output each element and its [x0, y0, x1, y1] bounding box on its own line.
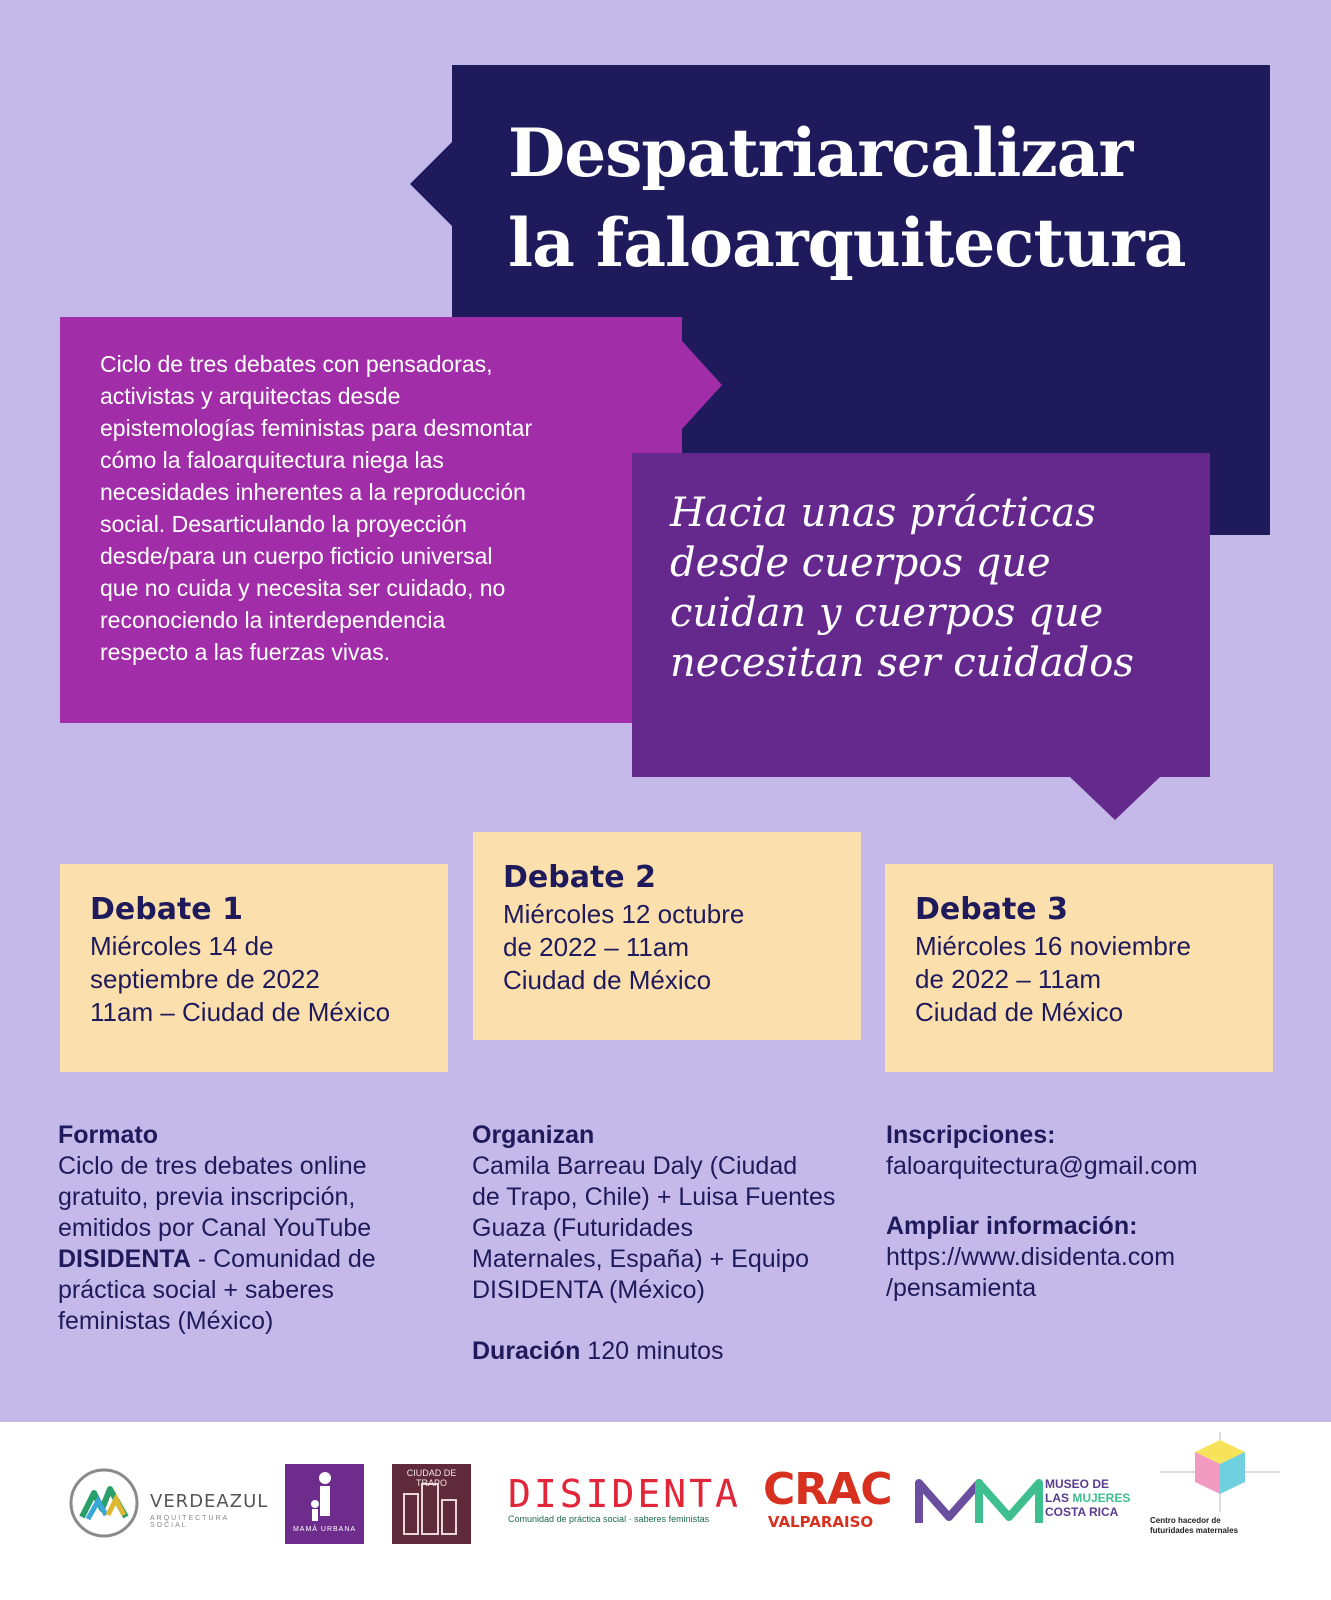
- inscripciones-section: [886, 1120, 1306, 1304]
- description-line: reconociendo la interdependencia: [100, 607, 446, 633]
- description-line: desde/para un cuerpo ficticio universal: [100, 543, 493, 569]
- description-line: epistemologías feministas para desmontar: [100, 415, 533, 441]
- museo-line-2: [1045, 1491, 1130, 1505]
- debate-card-2: [473, 832, 861, 1040]
- futuridades-maternales-logo: [1150, 1432, 1290, 1552]
- debate-date-line: Miércoles 12 octubre: [503, 899, 745, 929]
- formato-heading: Formato: [58, 1121, 158, 1149]
- centro-text: [1150, 1516, 1238, 1536]
- mama-urbana-logo: [285, 1464, 364, 1544]
- formato-line: Ciclo de tres debates online: [58, 1152, 367, 1180]
- verdeazul-icon: [68, 1467, 140, 1539]
- title-bubble-tail: [410, 140, 454, 228]
- debate-date-line: septiembre de 2022: [90, 964, 320, 994]
- description-line: activistas y arquitectas desde: [100, 383, 401, 409]
- museo-line-3: COSTA RICA: [1045, 1505, 1119, 1519]
- debate-title: Debate 3: [915, 892, 1068, 927]
- ciudad-de-trapo-logo: [392, 1464, 471, 1544]
- museo-line-2a: LAS: [1045, 1491, 1073, 1505]
- verdeazul-name: VERDEAZUL: [150, 1491, 269, 1512]
- organizan-line: de Trapo, Chile) + Luisa Fuentes: [472, 1183, 836, 1211]
- formato-line: práctica social + saberes: [58, 1276, 334, 1304]
- crac-name: CRAC: [763, 1464, 892, 1515]
- museo-line-2b: MUJERES: [1072, 1491, 1131, 1505]
- debate-date-line: de 2022 – 11am: [503, 932, 689, 962]
- description-text: [100, 348, 630, 668]
- debate-date-line: Miércoles 16 noviembre: [915, 931, 1192, 961]
- formato-line: [58, 1244, 438, 1275]
- description-line: cómo la faloarquitectura niega las: [100, 447, 444, 473]
- debate-title: Debate 2: [503, 860, 656, 895]
- organizan-line: Maternales, España) + Equipo: [472, 1245, 810, 1273]
- formato-line: emitidos por Canal YouTube: [58, 1214, 372, 1242]
- duracion-line: [472, 1336, 872, 1367]
- website-link[interactable]: [886, 1242, 1306, 1304]
- ciudad-de-trapo-name: CIUDAD DE TRAPO: [406, 1468, 457, 1488]
- quote-line: Hacia unas prácticas: [670, 490, 1096, 536]
- debate-date-line: de 2022 – 11am: [915, 964, 1101, 994]
- museo-line-1: MUSEO DE: [1045, 1477, 1110, 1491]
- mama-urbana-name: MAMÁ URBANA: [292, 1526, 357, 1533]
- debate-date-line: Miércoles 14 de: [90, 931, 274, 961]
- formato-line: gratuito, previa inscripción,: [58, 1183, 356, 1211]
- disidenta-sub: Comunidad de práctica social · saberes feministas: [508, 1514, 710, 1524]
- quote-line: necesitan ser cuidados: [670, 640, 1134, 686]
- debate-card-1: [60, 864, 448, 1072]
- description-line: necesidades inherentes a la reproducción: [100, 479, 526, 505]
- museo-mujeres-icon: [915, 1477, 1045, 1527]
- verdeazul-sub: ARQUITECTURA SOCIAL: [150, 1515, 229, 1529]
- website-line: https://www.disidenta.com: [886, 1243, 1176, 1271]
- quote-text: [670, 488, 1190, 688]
- quote-line: desde cuerpos que: [670, 540, 1051, 586]
- disidenta-name: DISIDENTA: [508, 1472, 741, 1516]
- duracion-value: 120 minutos: [580, 1337, 724, 1365]
- quote-line: cuidan y cuerpos que: [670, 590, 1104, 636]
- description-line: Ciclo de tres debates con pensadoras,: [100, 351, 493, 377]
- organizan-heading: Organizan: [472, 1121, 595, 1149]
- crac-sub: VALPARAISO: [767, 1513, 874, 1531]
- organizan-section: [472, 1120, 872, 1367]
- debate-date-line: 11am – Ciudad de México: [90, 997, 391, 1027]
- description-line: respecto a las fuerzas vivas.: [100, 639, 391, 665]
- organizan-line: Guaza (Futuridades: [472, 1214, 693, 1242]
- museo-text: [1045, 1477, 1130, 1519]
- footer-logos: [0, 1422, 1331, 1600]
- cube-icon: [1150, 1432, 1290, 1512]
- debate-date-line: Ciudad de México: [503, 965, 712, 995]
- disidenta-bold: DISIDENTA: [58, 1245, 191, 1273]
- formato-section: [58, 1120, 438, 1337]
- disidenta-logo: [508, 1472, 741, 1544]
- title-line-1: Despatriarcalizar: [508, 114, 1133, 192]
- verdeazul-logo: [68, 1467, 268, 1542]
- organizan-line: Camila Barreau Daly (Ciudad: [472, 1152, 798, 1180]
- title-line-2: la faloarquitectura: [508, 204, 1186, 282]
- debate-title: Debate 1: [90, 892, 243, 927]
- website-line: /pensamienta: [886, 1274, 1037, 1302]
- duracion-label: Duración: [472, 1337, 581, 1365]
- formato-line: feministas (México): [58, 1307, 274, 1335]
- debate-card-3: [885, 864, 1273, 1072]
- inscripciones-heading: Inscripciones:: [886, 1121, 1056, 1149]
- crac-logo: [763, 1464, 892, 1542]
- description-line: social. Desarticulando la proyección: [100, 511, 467, 537]
- organizan-line: DISIDENTA (México): [472, 1276, 705, 1304]
- ampliar-heading: Ampliar información:: [886, 1212, 1138, 1240]
- description-line: que no cuida y necesita ser cuidado, no: [100, 575, 506, 601]
- description-bubble-tail: [682, 341, 722, 429]
- centro-line-2: futuridades maternales: [1150, 1526, 1239, 1535]
- formato-line-rest: - Comunidad de: [190, 1245, 376, 1273]
- museo-mujeres-logo: [915, 1477, 1135, 1537]
- centro-line-1: Centro hacedor de: [1150, 1516, 1221, 1525]
- page-title: [508, 108, 1268, 288]
- email-link[interactable]: faloarquitectura@gmail.com: [886, 1152, 1198, 1180]
- quote-bubble-tail: [1070, 777, 1160, 820]
- debate-date-line: Ciudad de México: [915, 997, 1124, 1027]
